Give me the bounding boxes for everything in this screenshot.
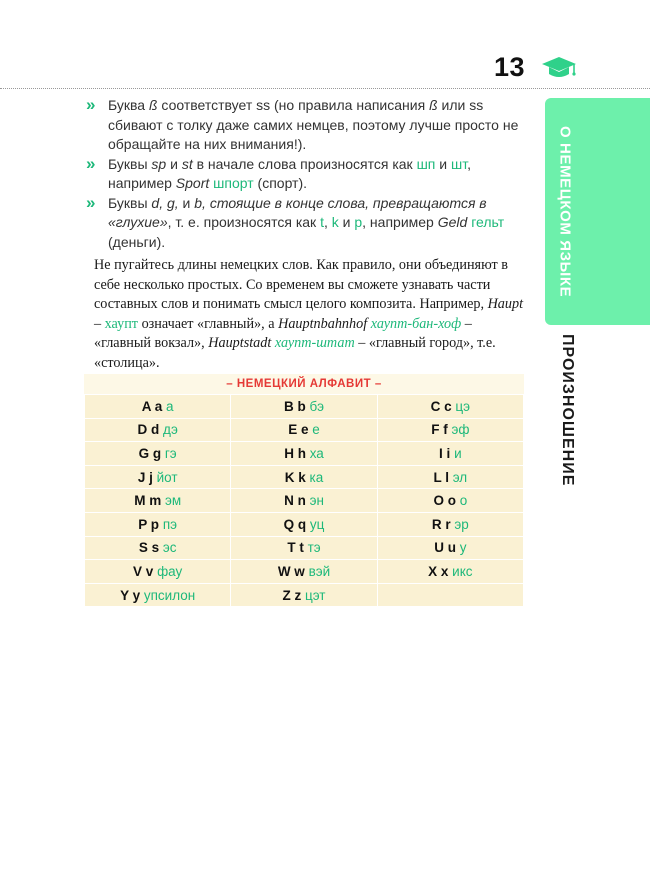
- letter-pair: D d: [137, 422, 160, 438]
- letter-name: йот: [152, 469, 178, 485]
- letter-pair: K k: [284, 469, 306, 485]
- alphabet-cell: [377, 465, 523, 489]
- alphabet-row: [85, 512, 524, 536]
- alphabet-cell: [85, 489, 231, 513]
- text-run: , например: [108, 155, 471, 191]
- letter-pair: M m: [134, 493, 162, 509]
- text-run: соответствует ss (но правила написания: [157, 97, 430, 113]
- text-run-it: Haupt: [487, 296, 524, 313]
- letter-pair: U u: [434, 540, 456, 556]
- letter-pair: X x: [428, 563, 449, 579]
- letter-pair: G g: [138, 445, 162, 461]
- alphabet-cell: [377, 583, 523, 607]
- letter-pair: C c: [430, 398, 452, 414]
- alphabet-cell: [85, 560, 231, 584]
- letter-pair: V v: [133, 563, 154, 579]
- alphabet-cell: [231, 536, 377, 560]
- text-run: (деньги).: [108, 233, 166, 250]
- text-run: ,: [323, 214, 332, 230]
- section-tab: [553, 334, 581, 504]
- alphabet-cell: [377, 418, 523, 442]
- alphabet-cell: [377, 512, 523, 536]
- letter-name: упсилон: [140, 587, 196, 603]
- alphabet-cell: [85, 465, 231, 489]
- text-run-tr-it: хаупт-бан-хоф: [370, 315, 462, 332]
- text-run: , например: [362, 214, 438, 230]
- letter-pair: Q q: [283, 516, 307, 532]
- letter-name: эф: [447, 422, 470, 438]
- text-run: Буква: [108, 97, 149, 113]
- letter-pair: O o: [433, 493, 456, 509]
- alphabet-row: [85, 395, 524, 419]
- text-run-it: ß: [148, 97, 158, 113]
- text-run-it: sp: [151, 155, 167, 172]
- text-run: означает «главный», а: [138, 315, 279, 332]
- letter-pair: H h: [284, 445, 306, 461]
- letter-pair: F f: [431, 422, 448, 438]
- letter-name: эр: [450, 516, 469, 532]
- text-run: – «главный город», т.е. «столица».: [94, 335, 496, 371]
- letter-name: тэ: [303, 540, 321, 556]
- alphabet-cell: [85, 418, 231, 442]
- letter-pair: I i: [439, 445, 451, 461]
- letter-pair: P p: [138, 516, 160, 532]
- letter-pair: T t: [287, 540, 304, 556]
- letter-pair: A a: [141, 398, 163, 414]
- text-run-tr: шт: [451, 155, 468, 172]
- letter-name: вэй: [304, 563, 331, 579]
- letter-pair: E e: [288, 422, 309, 438]
- text-run: Не пугайтесь длины немецких слов. Как правило, они объединяют в себе несколько простых. Со временем вы сможете узнавать части составных слов и понимать смысл целого композита. Например,: [94, 257, 508, 313]
- text-run-it: Hauptnbahnhof: [278, 315, 368, 332]
- bullet-list: [86, 96, 526, 252]
- text-run-it: ß: [429, 97, 438, 113]
- letter-name: о: [455, 493, 468, 509]
- text-run-it: Sport: [175, 175, 210, 191]
- text-run: –: [94, 315, 105, 332]
- alphabet-cell: [377, 560, 523, 584]
- alphabet-cell: [231, 442, 377, 466]
- letter-pair: L l: [433, 469, 449, 485]
- alphabet-cell: [231, 583, 377, 607]
- letter-name: ха: [305, 445, 324, 461]
- section-label: ПРОИЗНОШЕНИЕ: [559, 334, 576, 487]
- alphabet-row: [85, 583, 524, 607]
- letter-pair: B b: [284, 398, 306, 414]
- text-run: , т. е. произносятся как: [167, 214, 321, 230]
- alphabet-cell: [85, 583, 231, 607]
- text-run: Буквы: [108, 194, 152, 211]
- text-run: (спорт).: [253, 175, 308, 191]
- letter-pair: Z z: [282, 587, 302, 603]
- letter-name: уц: [306, 516, 325, 532]
- letter-pair: J j: [137, 469, 153, 485]
- text-run-it: Hauptstadt: [208, 335, 272, 352]
- page-number: 13: [494, 52, 526, 82]
- chapter-label: О НЕМЕЦКОМ ЯЗЫКЕ: [556, 125, 574, 298]
- letter-name: и: [450, 445, 462, 461]
- letter-name: икс: [448, 563, 473, 579]
- alphabet-cell: [231, 512, 377, 536]
- letter-name: фау: [153, 563, 183, 579]
- body-paragraph: [94, 256, 528, 374]
- text-run-tr: шп: [416, 155, 436, 172]
- letter-name: эм: [161, 493, 182, 509]
- text-run: и: [178, 194, 195, 211]
- text-run-tr: t: [320, 214, 324, 230]
- letter-pair: R r: [431, 516, 451, 532]
- letter-name: цэ: [451, 398, 471, 414]
- text-run: – «главный вокзал»,: [94, 315, 472, 352]
- letter-name: гэ: [161, 445, 177, 461]
- alphabet-cell: [85, 442, 231, 466]
- alphabet-cell: [85, 536, 231, 560]
- alphabet-cell: [231, 465, 377, 489]
- text-run-it: d, g,: [151, 194, 179, 211]
- alphabet-title: – НЕМЕЦКИЙ АЛФАВИТ –: [226, 378, 382, 390]
- alphabet-cell: [231, 418, 377, 442]
- text-run: и: [435, 155, 451, 172]
- alphabet-cell: [377, 395, 523, 419]
- letter-name: дэ: [159, 422, 178, 438]
- letter-name: цэт: [301, 587, 326, 603]
- letter-pair: S s: [138, 540, 160, 556]
- alphabet-cell: [85, 395, 231, 419]
- bullet-marker: »: [86, 192, 96, 212]
- letter-pair: N n: [284, 493, 306, 509]
- alphabet-table: [84, 374, 524, 607]
- text-run-tr: p: [354, 214, 363, 230]
- header-rule: [0, 88, 650, 89]
- alphabet-row: [85, 536, 524, 560]
- letter-name: ка: [305, 469, 324, 485]
- letter-name: эс: [159, 540, 177, 556]
- alphabet-row: [85, 489, 524, 513]
- text-run-it: st: [181, 155, 193, 172]
- alphabet-cell: [85, 512, 231, 536]
- alphabet-row: [85, 442, 524, 466]
- text-run-tr-it: хаупт-штат: [274, 335, 355, 352]
- bullet-marker: »: [86, 95, 96, 114]
- alphabet-cell: [377, 489, 523, 513]
- text-run: в начале слова произносятся как: [192, 155, 417, 172]
- text-run-it: Geld: [437, 214, 468, 230]
- graduation-cap-icon: [541, 55, 577, 81]
- letter-name: у: [455, 540, 467, 556]
- alphabet-cell: [231, 560, 377, 584]
- bullet-item: [86, 194, 526, 253]
- text-run-tr: гельт: [471, 214, 505, 230]
- bullet-item: [86, 96, 526, 155]
- alphabet-cell: [377, 536, 523, 560]
- alphabet-cell: [231, 395, 377, 419]
- text-run: Буквы: [108, 155, 152, 172]
- letter-name: а: [162, 398, 174, 414]
- bullet-marker: »: [86, 153, 96, 173]
- alphabet-cell: [231, 489, 377, 513]
- bullet-item: [86, 155, 526, 194]
- letter-name: е: [308, 422, 320, 438]
- text-run: и: [338, 214, 355, 230]
- letter-name: пэ: [159, 516, 178, 532]
- chapter-tab: [545, 98, 650, 325]
- alphabet-row: [85, 418, 524, 442]
- text-run-it: b, стоящие в конце слова, превращаются в «глухие»: [108, 194, 487, 230]
- text-run-tr: хаупт: [104, 315, 139, 332]
- text-run-tr: шпорт: [213, 175, 254, 191]
- text-run-tr: k: [331, 214, 339, 230]
- alphabet-row: [85, 560, 524, 584]
- alphabet-row: [85, 465, 524, 489]
- letter-name: эл: [448, 469, 468, 485]
- text-run: или ss сбивают с толку даже самих немцев, поэтому лучше просто не обращайте на них внимания!).: [108, 97, 519, 152]
- text-run: и: [166, 155, 182, 172]
- letter-pair: W w: [277, 563, 305, 579]
- letter-pair: Y y: [120, 587, 141, 603]
- alphabet-cell: [377, 442, 523, 466]
- letter-name: эн: [305, 493, 324, 509]
- letter-name: бэ: [305, 398, 324, 414]
